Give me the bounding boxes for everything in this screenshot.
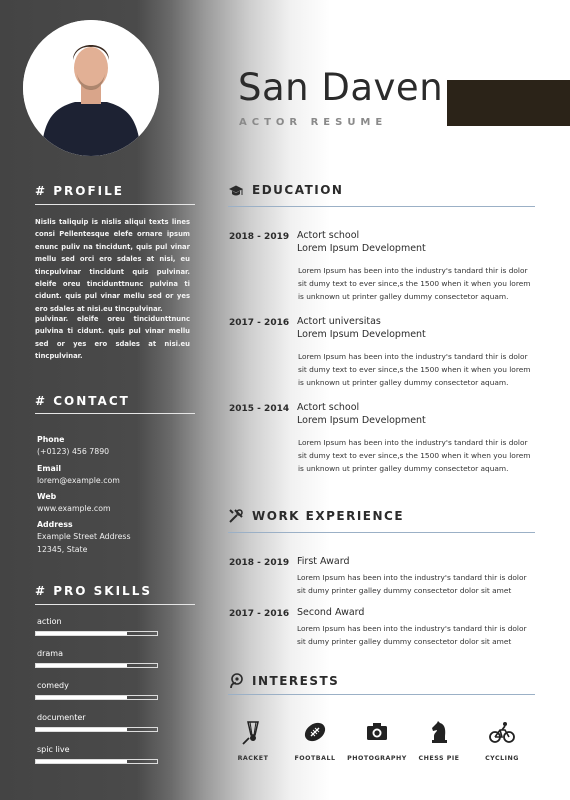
skill-bar	[35, 695, 158, 700]
tools-icon	[228, 508, 244, 524]
education-divider	[228, 206, 535, 207]
profile-photo	[23, 20, 159, 156]
skill-fill	[36, 632, 127, 635]
football-icon	[301, 718, 329, 746]
work-title: Second Award	[297, 607, 365, 618]
phone-value: (+0123) 456 7890	[37, 447, 110, 456]
skill-bar	[35, 663, 158, 668]
interest-item-chess	[409, 718, 469, 762]
skill-fill	[36, 696, 127, 699]
header-accent-block	[447, 80, 570, 126]
education-description: Lorem Ipsum has been into the industry's tandard thir is dolor sit dumy text to ever since,s the 1500 when it when you lorem is unknown ut printer galley dummy consectetor aquam.	[298, 352, 531, 387]
interests-icon	[228, 673, 244, 689]
interest-label: CHESS PIE	[418, 755, 460, 762]
address-line-2: 12345, State	[37, 545, 88, 554]
education-years: 2015 - 2014	[229, 404, 290, 414]
profile-heading: # PROFILE	[35, 184, 124, 198]
interest-label: RACKET	[237, 755, 269, 762]
badminton-icon	[239, 718, 267, 746]
education-heading: EDUCATION	[252, 183, 344, 197]
work-description: Lorem Ipsum has been into the industry's tandard thir is dolor sit dumy printer galley dummy consectetor dolor sit amet	[297, 624, 527, 646]
bicycle-icon	[488, 718, 516, 746]
education-school: Actort school	[297, 230, 360, 241]
web-value: www.example.com	[37, 504, 111, 513]
interests-divider	[228, 694, 535, 695]
interests-heading: INTERESTS	[252, 674, 340, 688]
work-heading: WORK EXPERIENCE	[252, 509, 405, 523]
education-years: 2018 - 2019	[229, 232, 290, 242]
web-label: Web	[37, 492, 57, 501]
skill-label: spic live	[37, 745, 70, 754]
interest-label: PHOTOGRAPHY	[347, 755, 407, 762]
skill-fill	[36, 760, 127, 763]
interest-item-cycling	[472, 718, 532, 762]
phone-label: Phone	[37, 435, 65, 444]
work-title: First Award	[297, 556, 350, 567]
education-program: Lorem Ipsum Development	[297, 243, 426, 254]
education-school: Actort school	[297, 402, 360, 413]
resume-subtitle: ACTOR RESUME	[239, 117, 388, 128]
email-value: lorem@example.com	[37, 476, 120, 485]
skill-bar	[35, 631, 158, 636]
education-program: Lorem Ipsum Development	[297, 329, 426, 340]
skill-label: drama	[37, 649, 63, 658]
education-school: Actort universitas	[297, 316, 381, 327]
interest-label: FOOTBALL	[294, 755, 336, 762]
resume-name: San Daven	[238, 66, 444, 109]
skill-fill	[36, 728, 127, 731]
interest-item-football	[285, 718, 345, 762]
work-years: 2017 - 2016	[229, 609, 290, 619]
work-description: Lorem Ipsum has been into the industry's tandard thir is dolor sit dumy printer galley dummy consectetor dolor sit amet	[297, 573, 527, 595]
skill-fill	[36, 664, 127, 667]
contact-heading: # CONTACT	[35, 394, 130, 408]
work-years: 2018 - 2019	[229, 558, 290, 568]
skill-bar	[35, 759, 158, 764]
address-label: Address	[37, 520, 73, 529]
profile-paragraph-2: pulvinar. eleife oreu tincidunttnunc pulvina ti cidunt. quis pul vinar mellu sed or yes ero sdales at nisi.eu tincpulvinar.	[35, 315, 190, 361]
education-years: 2017 - 2016	[229, 318, 290, 328]
education-description: Lorem Ipsum has been into the industry's tandard thir is dolor sit dumy text to ever since,s the 1500 when it when you lorem is unknown ut printer galley dummy consectetor aquam.	[298, 438, 531, 473]
interest-item-photography	[347, 718, 407, 762]
skill-label: action	[37, 617, 62, 626]
contact-divider	[35, 413, 195, 414]
interest-label: CYCLING	[485, 755, 519, 762]
skills-heading: # PRO SKILLS	[35, 584, 152, 598]
address-line-1: Example Street Address	[37, 532, 131, 541]
profile-divider	[35, 204, 195, 205]
education-program: Lorem Ipsum Development	[297, 415, 426, 426]
education-description: Lorem Ipsum has been into the industry's tandard thir is dolor sit dumy text to ever since,s the 1500 when it when you lorem is unknown ut printer galley dummy consectetor aquam.	[298, 266, 531, 301]
person-portrait	[23, 20, 159, 156]
skill-bar	[35, 727, 158, 732]
skill-label: comedy	[37, 681, 69, 690]
interest-item-racket	[223, 718, 283, 762]
work-divider	[228, 532, 535, 533]
graduation-cap-icon	[228, 183, 244, 199]
camera-icon	[363, 718, 391, 746]
profile-paragraph-1: Nislis taliquip is nislis aliqui texts lines consi Pellentesque elefe ornare ipsum enunc puliv na tincidunt, quis pul vinar mellu sed orci ero sdales at nisi, eu tincpulvinar tincidunt quis pulvinar. eleife oreu tincidunttnunc pulvina ti cidunt. quis pul vinar mellu sed or yes ero sdales at nisi.eu tincpulvinar.	[35, 218, 190, 313]
email-label: Email	[37, 464, 62, 473]
chess-knight-icon	[425, 718, 453, 746]
skill-label: documenter	[37, 713, 86, 722]
skills-divider	[35, 604, 195, 605]
